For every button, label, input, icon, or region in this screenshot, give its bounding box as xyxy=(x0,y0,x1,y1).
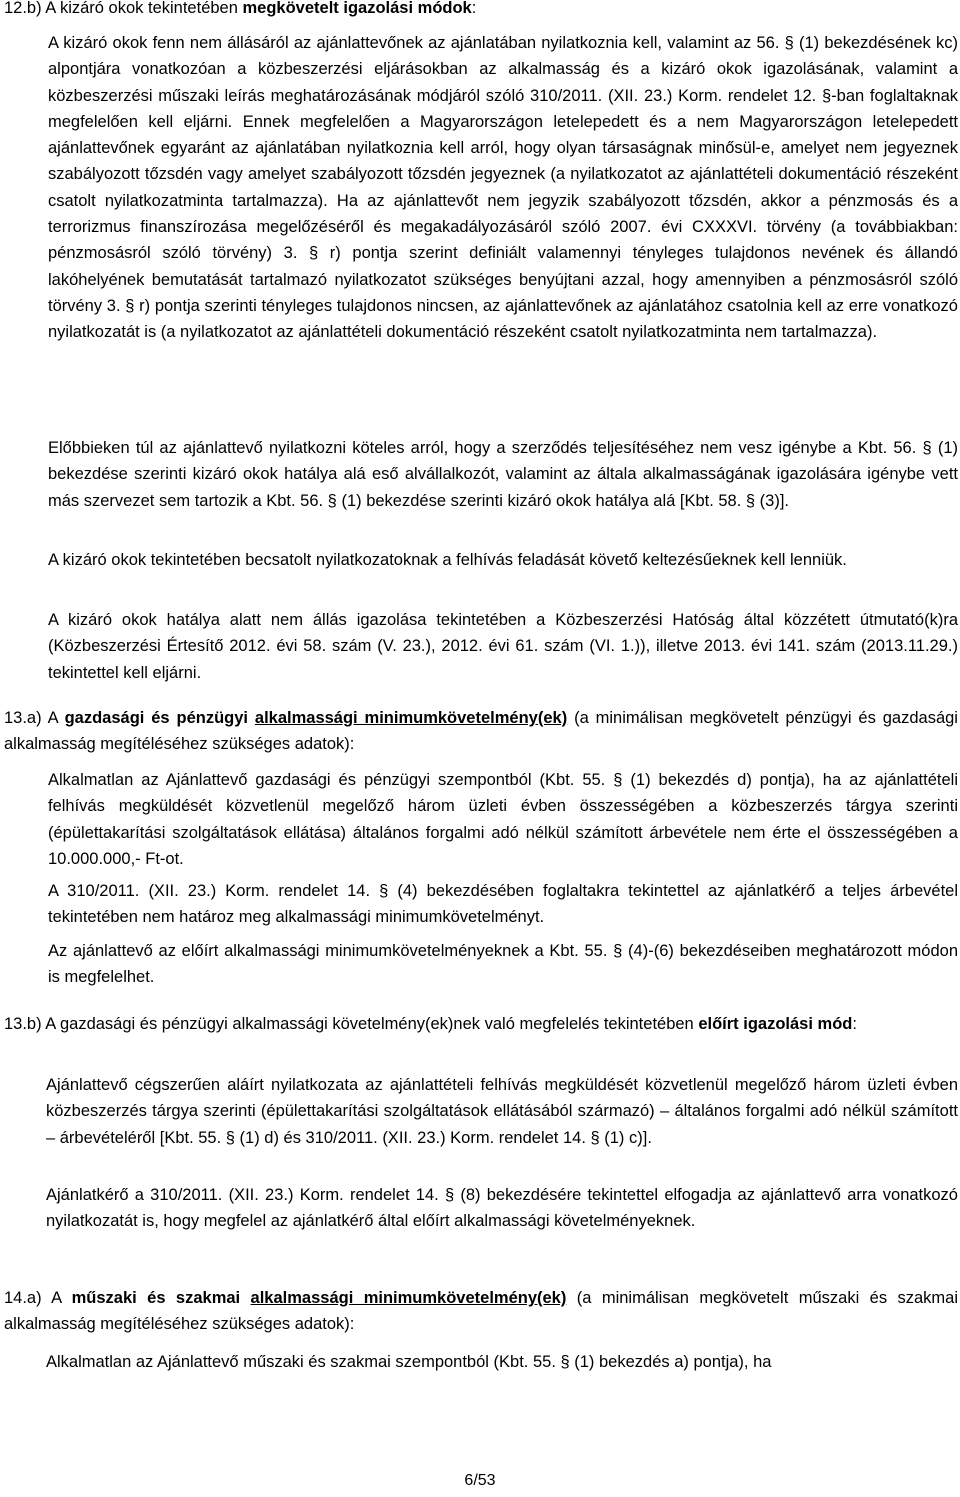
section-13b-heading-bold: előírt igazolási mód xyxy=(698,1015,853,1033)
section-14a-heading-bold-1: műszaki és szakmai xyxy=(71,1289,241,1307)
section-12b-heading-prefix: 12.b) A kizáró okok tekintetében xyxy=(4,0,243,17)
section-12b-heading-bold: megkövetelt igazolási módok xyxy=(242,0,472,17)
section-12b-paragraph-1a: A kizáró okok fenn nem állásáról az ajánlattevőnek az ajánlatában nyilatkoznia kell, valamint az 56. § (1) bekezdésének kc) alpontjára vonatkozóan a közbeszerzési eljárásokban az alkalmasság és a kizáró okok igazolásának, valamint a közbeszerzési műszaki leírás meghatározásának módjáról szóló 310/2011. (XII. 23.) Korm. rendelet 12. xyxy=(48,34,958,105)
section-12b-paragraph-3: A kizáró okok tekintetében becsatolt nyilatkozatoknak a felhívás feladását követő keltezésűeknek kell lenniük. xyxy=(48,551,847,569)
section-13b-heading-prefix: 13.b) A gazdasági és pénzügyi alkalmassági követelmény(ek)nek való megfelelés tekintetében xyxy=(4,1015,699,1033)
section-13a-paragraph-1: Alkalmatlan az Ajánlattevő gazdasági és pénzügyi szempontból (Kbt. 55. § (1) bekezdés d) pontja), ha az ajánlattételi felhívás megküldését közvetlenül megelőző három üzleti évben összességében a közbeszerzés tárgya szerinti (épülettakarítási szolgáltatások ellátása) általános forgalmi adó nélkül számított árbevétele nem érte el összességében a 10.000.000,- Ft-ot. xyxy=(48,771,958,868)
section-12b-paragraph-1b: §-ban foglaltaknak megfelelően kell eljárni. Ennek megfelelően a Magyarországon letelepedett és a nem Magyarországon letelepedett ajánlattevőnek egyaránt az ajánlatában nyilatkoznia kell arról, hogy olyan társaságnak minősül-e, amelyet nem jegyeznek szabályozott tőzsdén vagy amelyet szabályozott tőzsdén jegyeznek (a nyilatkozatot az ajánlattételi dokumentáció részeként csatolt nyilatkozatminta tartalmazza). Ha az ajánlattevőt nem jegyzik szabályozott tőzsdén, akkor a pénzmosás és a terrorizmus finanszírozása megelőzéséről és megakadályozásáról szóló 2007. évi CXXXVI. törvény (a továbbiakban: pénzmosásról szóló törvény) 3. § r) pontja szerint definiált valamennyi tényleges tulajdonos nevének és állandó lakóhelyének bemutatását tartalmazó nyilatkozatot szükséges benyújtani azzal, hogy amennyiben a pénzmosásról szóló törvény 3. § r) pontja szerinti tényleges tulajdonos nincsen, az ajánlattevőnek az ajánlatához csatolnia kell az erre vonatkozó nyilatkozatát is (a nyilatkozatot az ajánlattételi dokumentáció részeként csatolt nyilatkozatminta nem tartalmazza). xyxy=(48,86,958,342)
section-13a-paragraph-3: Az ajánlattevő az előírt alkalmassági minimumkövetelményeknek a Kbt. 55. § (4)-(6) bekezdéseiben meghatározott módon is megfelelhet. xyxy=(48,942,958,987)
section-13b-heading-suffix: : xyxy=(852,1015,857,1033)
section-14a-heading-bold-2: alkalmassági minimumkövetelmény(ek) xyxy=(250,1289,567,1307)
section-14a-heading-space xyxy=(240,1289,250,1307)
section-12b-paragraph-1 xyxy=(48,30,958,346)
section-14a-heading-prefix: 14.a) A xyxy=(4,1289,72,1307)
section-13b-paragraph-1: Ajánlattevő cégszerűen aláírt nyilatkozata az ajánlattételi felhívás megküldését közvetlenül megelőző három üzleti évben közbeszerzés tárgya szerinti (épülettakarítási szolgáltatások ellátásából származó) – általános forgalmi adó nélkül számított – árbevételéről [Kbt. 55. § (1) d) és 310/2011. (XII. 23.) Korm. rendelet 14. § (1) c)]. xyxy=(46,1076,958,1147)
section-12b-paragraph-4: A kizáró okok hatálya alatt nem állás igazolása tekintetében a Közbeszerzési Hatóság által közzétett útmutató(k)ra (Közbeszerzési Értesítő 2012. évi 58. szám (V. 23.), 2012. évi 61. szám (VI. 1.)), illetve 2013. évi 141. szám (2013.11.29.) tekintettel kell eljárni. xyxy=(48,611,958,682)
section-12b-heading-suffix: : xyxy=(471,0,477,17)
section-13b-paragraph-2: Ajánlatkérő a 310/2011. (XII. 23.) Korm. rendelet 14. § (8) bekezdésére tekintettel elfogadja az ajánlattevő arra vonatkozó nyilatkozatát is, hogy megfelel az ajánlatkérő által előírt alkalmassági követelményeknek. xyxy=(46,1186,958,1231)
section-13b-heading xyxy=(4,1011,958,1037)
page-number: 6/53 xyxy=(464,1472,496,1489)
section-14a-heading xyxy=(4,1285,958,1338)
section-13a-heading-suffix: (a minimálisan megkövetelt pénzügyi és gazdasági alkalmasság megítéléséhez szükséges adatok): xyxy=(4,709,958,754)
section-13a-heading xyxy=(4,705,958,758)
section-12b-paragraph-2: Előbbieken túl az ajánlattevő nyilatkozni köteles arról, hogy a szerződés teljesítéséhez nem vesz igénybe a Kbt. 56. § (1) bekezdése szerinti kizáró okok hatálya alá eső alvállalkozót, valamint az általa alkalmasságának igazolására igénybe vett más szervezet sem tartozik a Kbt. 56. § (1) bekezdése szerinti kizáró okok hatálya alá [Kbt. 58. § (3)]. xyxy=(48,439,958,510)
section-13a-heading-bold-1: gazdasági és pénzügyi xyxy=(64,709,248,727)
section-14a-paragraph-1: Alkalmatlan az Ajánlattevő műszaki és szakmai szempontból (Kbt. 55. § (1) bekezdés a) pontja), ha xyxy=(46,1353,772,1371)
section-13a-heading-prefix: 13.a) A xyxy=(4,709,65,727)
section-13a-heading-space xyxy=(248,709,255,727)
section-13a-heading-bold-2: alkalmassági minimumkövetelmény(ek) xyxy=(254,709,568,727)
section-14a-heading-suffix: (a minimálisan megkövetelt műszaki és szakmai alkalmasság megítéléséhez szükséges adatok): xyxy=(4,1289,958,1334)
section-12b-heading xyxy=(4,0,954,21)
section-13a-paragraph-2: A 310/2011. (XII. 23.) Korm. rendelet 14. § (4) bekezdésében foglaltakra tekintettel az ajánlatkérő a teljes árbevétel tekintetében nem határoz meg alkalmassági minimumkövetelményt. xyxy=(48,882,958,927)
